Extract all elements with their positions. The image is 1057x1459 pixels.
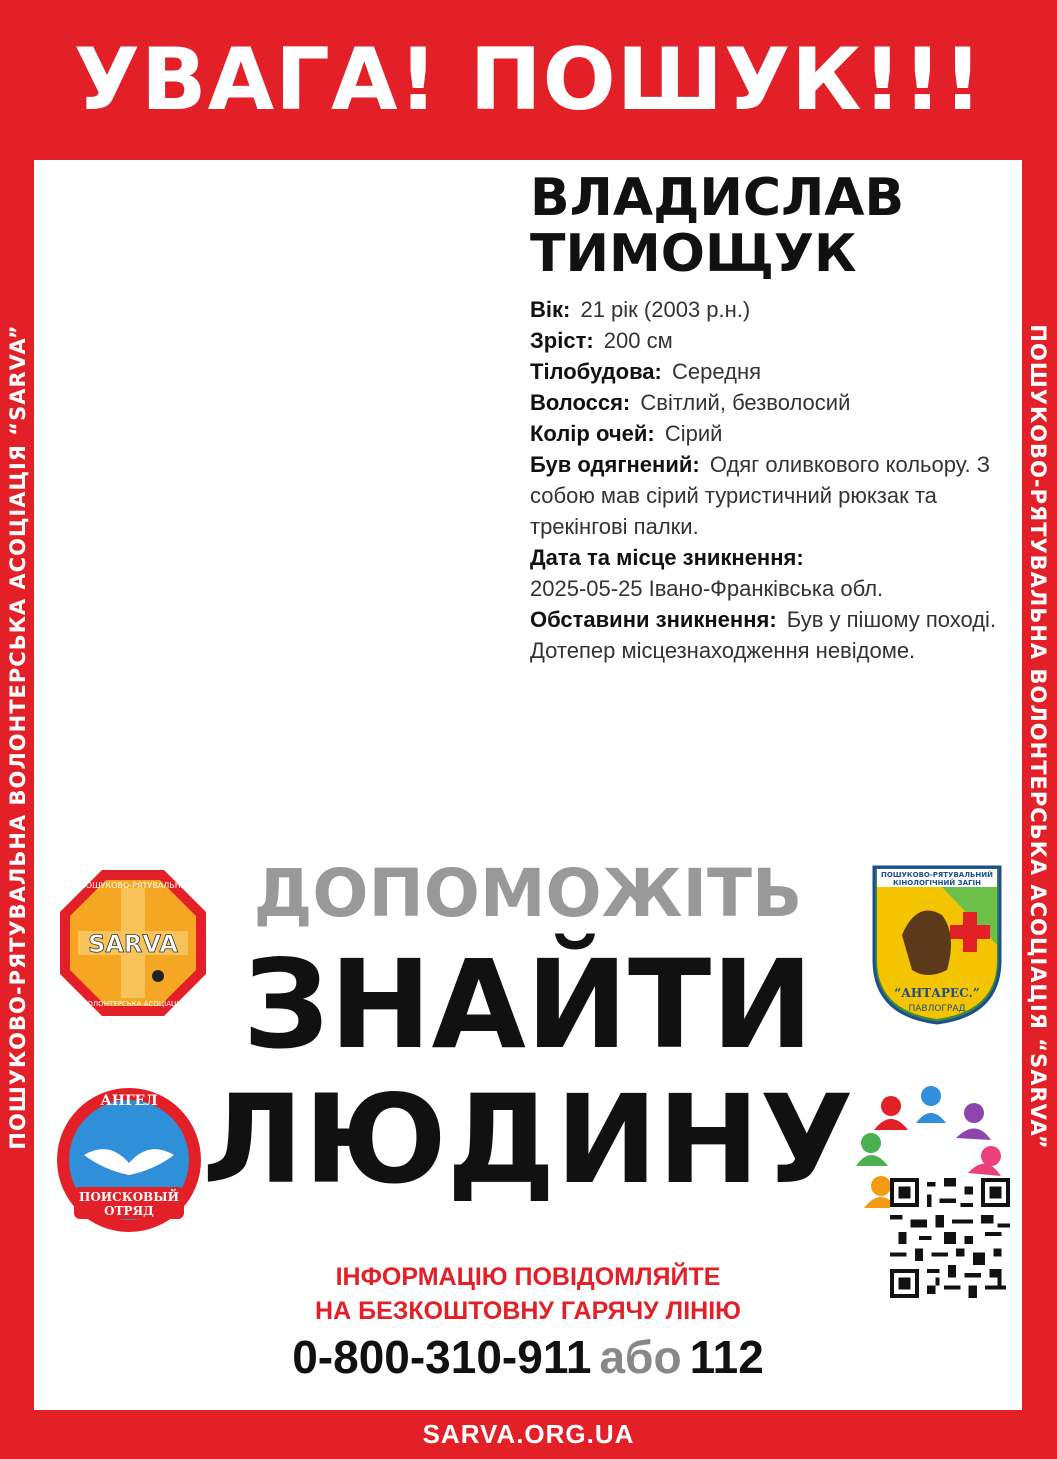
circumstances-row <box>530 604 1010 666</box>
height-label: Зріст: <box>530 328 594 353</box>
help-line-2: ЗНАЙТИ <box>242 934 814 1076</box>
circumstances-value: Був у пішому поході. Дотепер місцезнаходження невідоме. <box>530 607 997 663</box>
first-name: ВЛАДИСЛАВ <box>530 168 905 228</box>
hair-value: Світлий, безволосий <box>640 390 851 415</box>
date-label: Дата та місце зникнення: <box>530 545 804 570</box>
angel-bottom-text-1: ПОИСКОВЫЙ <box>79 1190 179 1204</box>
angel-bottom-text-2: ОТРЯД <box>104 1204 154 1218</box>
antares-top-text: ПОШУКОВО-РЯТУВАЛЬНИЙ <box>881 871 993 879</box>
person-info <box>530 170 1010 666</box>
antares-name: “АНТАРЕС.” <box>894 986 980 1000</box>
age-row <box>530 294 1010 325</box>
eyes-label: Колір очей: <box>530 421 655 446</box>
sarva-logo <box>58 868 208 1018</box>
help-line-1: ДОПОМОЖІТЬ <box>253 855 803 932</box>
angel-logo <box>54 1085 204 1235</box>
date-value: 2025-05-25 Івано-Франківська обл. <box>530 576 884 601</box>
help-line-3: ЛЮДИНУ <box>202 1069 854 1211</box>
age-label: Вік: <box>530 297 571 322</box>
header <box>0 0 1057 160</box>
antares-top-text-2: КІНОЛОГІЧНИЙ ЗАГІН <box>893 879 981 887</box>
phone-line <box>34 1330 1022 1384</box>
side-text-left: ПОШУКОВО-РЯТУВАЛЬНА ВОЛОНТЕРСЬКА АСОЦІАЦІЯ “SARVA” <box>6 324 30 1150</box>
qr-code[interactable] <box>890 1178 1010 1298</box>
hotline-text <box>34 1260 1022 1328</box>
content-panel <box>34 160 1022 1410</box>
person-name <box>530 170 1010 282</box>
last-name: ТИМОЩУК <box>530 224 857 284</box>
build-row <box>530 356 1010 387</box>
circumstances-label: Обставини зникнення: <box>530 607 777 632</box>
hotline-line-1: ІНФОРМАЦІЮ ПОВІДОМЛЯЙТЕ <box>335 1263 721 1291</box>
height-value: 200 см <box>603 328 673 353</box>
photo-area <box>34 160 514 720</box>
website-link[interactable]: SARVA.ORG.UA <box>422 1419 635 1449</box>
eyes-value: Сірий <box>664 421 723 446</box>
paw-icon <box>152 970 164 982</box>
age-value: 21 рік (2003 р.н.) <box>580 297 751 322</box>
phone-alt[interactable]: 112 <box>689 1331 764 1383</box>
build-label: Тілобудова: <box>530 359 662 384</box>
sarva-logo-bottom-text: ВОЛОНТЕРСЬКА АСОЦІАЦІЯ <box>82 1000 184 1008</box>
build-value: Середня <box>672 359 762 384</box>
clothes-row <box>530 449 1010 542</box>
hair-row <box>530 387 1010 418</box>
antares-logo <box>872 865 1002 1025</box>
height-row <box>530 325 1010 356</box>
sarva-logo-top-text: ПОШУКОВО-РЯТУВАЛЬНА <box>79 881 187 890</box>
date-row <box>530 542 1010 604</box>
header-title: УВАГА! ПОШУК!!! <box>73 30 984 130</box>
side-text-right: ПОШУКОВО-РЯТУВАЛЬНА ВОЛОНТЕРСЬКА АСОЦІАЦІЯ “SARVA” <box>1026 324 1050 1150</box>
phone-or: або <box>599 1331 682 1383</box>
clothes-value: Одяг оливкового кольору. З собою мав сірий туристичний рюкзак та трекінгові палки. <box>530 452 991 539</box>
hotline-line-2: НА БЕЗКОШТОВНУ ГАРЯЧУ ЛІНІЮ <box>315 1297 741 1325</box>
footer <box>0 1410 1057 1459</box>
phone-main[interactable]: 0-800-310-911 <box>292 1331 592 1383</box>
sarva-logo-name: SARVA <box>88 930 178 958</box>
angel-top-text: АНГЕЛ <box>100 1093 158 1109</box>
eyes-row <box>530 418 1010 449</box>
clothes-label: Був одягнений: <box>530 452 700 477</box>
hair-label: Волосся: <box>530 390 631 415</box>
antares-city: ПАВЛОГРАД <box>908 1004 966 1014</box>
